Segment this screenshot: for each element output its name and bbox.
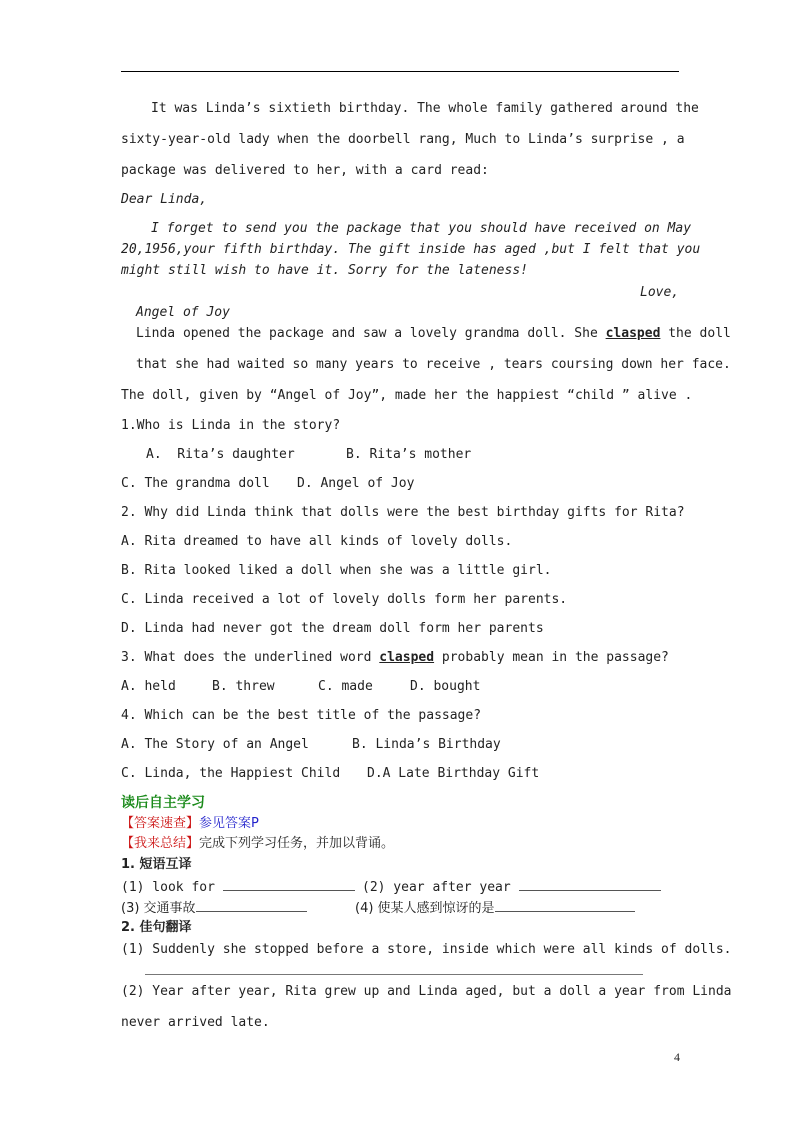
answers-label: 【答案速查】: [121, 816, 200, 831]
answer-blank[interactable]: [495, 899, 635, 912]
question-1: 1.Who is Linda in the story?: [121, 418, 341, 433]
passage-line: It was Linda’s sixtieth birthday. The whole family gathered around the: [151, 101, 699, 116]
option-d: D. bought: [410, 679, 481, 694]
option-c: C. made: [318, 679, 373, 694]
passage-line: [136, 326, 731, 342]
answers-row: [121, 816, 259, 832]
subsection-heading: 1. 短语互译: [121, 857, 192, 872]
header-rule: [121, 71, 679, 72]
letter-line: might still wish to have it. Sorry for the lateness!: [121, 263, 528, 278]
option-c: C. Linda, the Happiest Child: [121, 766, 341, 781]
phrase-text: (4) 使某人感到惊讶的是: [355, 901, 495, 916]
letter-line: I forget to send you the package that you should have received on May: [151, 221, 692, 236]
answers-text: 参见答案P: [199, 816, 259, 831]
question-text: probably mean in the passage?: [434, 650, 669, 665]
option-a: A. Rita dreamed to have all kinds of lovely dolls.: [121, 534, 513, 549]
option-d: D. Angel of Joy: [297, 476, 415, 491]
letter-line: 20,1956,your fifth birthday. The gift inside has aged ,but I felt that you: [121, 242, 701, 257]
answer-blank[interactable]: [196, 899, 307, 912]
letter-closing: Love,: [640, 285, 680, 300]
option-a: A. The Story of an Angel: [121, 737, 309, 752]
passage-line: package was delivered to her, with a card read:: [121, 163, 489, 178]
passage-line: sixty-year-old lady when the doorbell rang, Much to Linda’s surprise , a: [121, 132, 685, 147]
option-c: C. Linda received a lot of lovely dolls form her parents.: [121, 592, 568, 607]
phrase-text: (3) 交通事故: [121, 901, 196, 916]
answer-blank[interactable]: [519, 878, 661, 891]
passage-line: The doll, given by “Angel of Joy”, made her the happiest “child ” alive .: [121, 388, 693, 403]
letter-greeting: Dear Linda,: [121, 192, 208, 207]
section-heading: 读后自主学习: [121, 795, 205, 811]
phrase-item: [121, 899, 307, 917]
answer-blank[interactable]: [223, 878, 355, 891]
option-b: B. Rita looked liked a doll when she was a little girl.: [121, 563, 552, 578]
page-number: 4: [674, 1050, 680, 1064]
sentence-item: (1) Suddenly she stopped before a store, inside which were all kinds of dolls.: [121, 942, 732, 957]
underlined-word: clasped: [379, 650, 435, 665]
option-b: B. Rita’s mother: [346, 447, 472, 462]
passage-line: that she had waited so many years to receive , tears coursing down her face.: [136, 357, 731, 372]
letter-signature: Angel of Joy: [136, 305, 230, 320]
phrase-text: (1) look for: [121, 880, 215, 895]
phrase-item: [355, 899, 635, 917]
phrase-item: [121, 878, 355, 896]
summary-row: [121, 836, 394, 852]
sentence-item: never arrived late.: [121, 1015, 270, 1030]
summary-text: 完成下列学习任务，并加以背诵。: [199, 836, 395, 851]
passage-text: the doll: [660, 326, 731, 341]
underlined-word: clasped: [605, 326, 661, 341]
question-2: 2. Why did Linda think that dolls were the best birthday gifts for Rita?: [121, 505, 685, 520]
question-4: 4. Which can be the best title of the passage?: [121, 708, 482, 723]
phrase-text: (2) year after year: [362, 880, 511, 895]
passage-text: Linda opened the package and saw a lovely grandma doll. She: [136, 326, 606, 341]
option-b: B. threw: [212, 679, 275, 694]
option-b: B. Linda’s Birthday: [352, 737, 501, 752]
summary-label: 【我来总结】: [121, 836, 200, 851]
phrase-item: [362, 878, 661, 896]
option-d: D. Linda had never got the dream doll form her parents: [121, 621, 544, 636]
subsection-heading: 2. 佳句翻译: [121, 920, 192, 935]
option-d: D.A Late Birthday Gift: [367, 766, 540, 781]
answer-line[interactable]: [145, 974, 643, 975]
question-text: 3. What does the underlined word: [121, 650, 380, 665]
option-a: A. Rita’s daughter: [146, 447, 295, 462]
sentence-item: (2) Year after year, Rita grew up and Linda aged, but a doll a year from Linda: [121, 984, 732, 999]
option-a: A. held: [121, 679, 176, 694]
option-c: C. The grandma doll: [121, 476, 270, 491]
question-3: [121, 650, 669, 666]
